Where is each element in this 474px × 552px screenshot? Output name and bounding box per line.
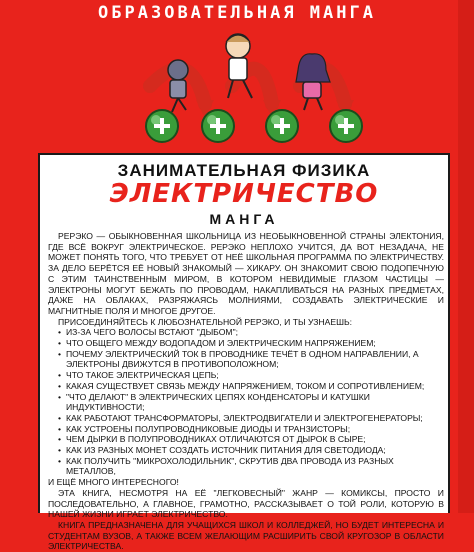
topics-list xyxy=(48,327,444,477)
cover-illustration xyxy=(0,26,474,154)
list-item: • КАКАЯ СУЩЕСТВУЕТ СВЯЗЬ МЕЖДУ НАПРЯЖЕНИЕМ, ТОКОМ И СОПРОТИВЛЕНИЕМ; xyxy=(58,381,444,392)
plus-ball-4 xyxy=(330,110,362,142)
intro-paragraph: РЕРЭКО — ОБЫКНОВЕННАЯ ШКОЛЬНИЦА ИЗ НЕОБЫКНОВЕННОЙ СТРАНЫ ЭЛЕКТОНИЯ, ГДЕ ВСЁ ВОКРУГ ЭЛЕКТРИЧЕСКОЕ. РЕРЭКО НЕПЛОХО УЧИТСЯ, ДА ВОТ НЕЗАДАЧА, НЕ МОЖЕТ ПОНЯТЬ ТОГО, ЧТО ТРЕБУЕТ ОТ НЕЁ ШКОЛЬНАЯ ПРОГРАММА ПО ЭЛЕКТРИЧЕСТВУ. ЗА ДЕЛО БЕРЁТСЯ ЕЁ НОВЫЙ ЗНАКОМЫЙ — ХИКАРУ. ОН ЗНАКОМИТ СВОЮ ПОДОПЕЧНУЮ С ЭТИМ ТАИНСТВЕННЫМ МИРОМ, В КОТОРОМ НЕВИДИМЫЕ ГЛАЗОМ ЧАСТИЦЫ — ЭЛЕКТРОНЫ МОГУТ БЕЖАТЬ ПО ПРОВОДАМ, НАКАПЛИВАТЬСЯ НА РАЗНЫХ ПРЕДМЕТАХ, ДАЖЕ НА ОБЛАКАХ, РАЗРЯЖАЯСЬ МОЛНИЯМИ, СОЗДАВАТЬ ЭЛЕКТРИЧЕСКИЕ И МАГНИТНЫЕ ПОЛЯ И МНОГОЕ ДРУГОЕ. xyxy=(48,231,444,316)
series-title: ОБРАЗОВАТЕЛЬНАЯ МАНГА xyxy=(98,3,376,23)
robot-character xyxy=(168,60,188,112)
positive-charge-balls xyxy=(146,110,362,142)
spine-edge xyxy=(458,0,474,513)
list-item: • ЧТО ОБЩЕГО МЕЖДУ ВОДОПАДОМ И ЭЛЕКТРИЧЕСКИМ НАПРЯЖЕНИЕМ; xyxy=(58,338,444,349)
list-item: • "ЧТО ДЕЛАЮТ" В ЭЛЕКТРИЧЕСКИХ ЦЕПЯХ КОНДЕНСАТОРЫ И КАТУШКИ ИНДУКТИВНОСТИ; xyxy=(58,392,444,413)
audience-paragraph: КНИГА ПРЕДНАЗНАЧЕНА ДЛЯ УЧАЩИХСЯ ШКОЛ И КОЛЛЕДЖЕЙ, НО БУДЕТ ИНТЕРЕСНА И СТУДЕНТАМ ВУЗОВ, А ТАКЖЕ ВСЕМ ЖЕЛАЮЩИМ РАСШИРИТЬ СВОЙ КРУГОЗОР В ОБЛАСТИ ЭЛЕКТРИЧЕСТВА. xyxy=(48,519,444,552)
manga-label: МАНГА xyxy=(209,211,279,227)
list-item: • ЧЕМ ДЫРКИ В ПОЛУПРОВОДНИКАХ ОТЛИЧАЮТСЯ ОТ ДЫРОК В СЫРЕ; xyxy=(58,434,444,445)
list-item: • ПОЧЕМУ ЭЛЕКТРИЧЕСКИЙ ТОК В ПРОВОДНИКЕ ТЕЧЁТ В ОДНОМ НАПРАВЛЕНИИ, А ЭЛЕКТРОНЫ ДВИЖУТСЯ В ПРОТИВОПОЛОЖНОМ; xyxy=(58,349,444,370)
genre-paragraph: ЭТА КНИГА, НЕСМОТРЯ НА ЕЁ "ЛЕГКОВЕСНЫЙ" ЖАНР — КОМИКСЫ, ПРОСТО И ПОСЛЕДОВАТЕЛЬНО, А ГЛАВНОЕ, ГРАМОТНО, РАССКАЗЫВАЕТ О ТОЙ РОЛИ, КОТОРУЮ В НАШЕЙ ЖИЗНИ ИГРАЕТ ЭЛЕКТРИЧЕСТВО. xyxy=(48,487,444,520)
book-title: ЭЛЕКТРИЧЕСТВО xyxy=(109,179,379,209)
girl-character xyxy=(296,54,330,110)
plus-ball-3 xyxy=(266,110,298,142)
plus-ball-2 xyxy=(202,110,234,142)
book-subtitle: ЗАНИМАТЕЛЬНАЯ ФИЗИКА xyxy=(117,161,371,180)
list-intro: ПРИСОЕДИНЯЙТЕСЬ К ЛЮБОЗНАТЕЛЬНОЙ РЕРЭКО, И ТЫ УЗНАЕШЬ: xyxy=(58,316,353,327)
topics-tail: И ЕЩЁ МНОГО ИНТЕРЕСНОГО! xyxy=(48,477,179,488)
list-item: • КАК ИЗ РАЗНЫХ МОНЕТ СОЗДАТЬ ИСТОЧНИК ПИТАНИЯ ДЛЯ СВЕТОДИОДА; xyxy=(58,445,444,456)
list-item: • ЧТО ТАКОЕ ЭЛЕКТРИЧЕСКАЯ ЦЕПЬ; xyxy=(58,370,444,381)
description xyxy=(48,231,444,552)
list-item: • ИЗ-ЗА ЧЕГО ВОЛОСЫ ВСТАЮТ "ДЫБОМ"; xyxy=(58,327,444,338)
list-item: • КАК РАБОТАЮТ ТРАНСФОРМАТОРЫ, ЭЛЕКТРОДВИГАТЕЛИ И ЭЛЕКТРОГЕНЕРАТОРЫ; xyxy=(58,413,444,424)
list-item: • КАК ПОЛУЧИТЬ "МИКРОХОЛОДИЛЬНИК", СКРУТИВ ДВА ПРОВОДА ИЗ РАЗНЫХ МЕТАЛЛОВ, xyxy=(58,456,444,477)
plus-ball-1 xyxy=(146,110,178,142)
list-item: • КАК УСТРОЕНЫ ПОЛУПРОВОДНИКОВЫЕ ДИОДЫ И ТРАНЗИСТОРЫ; xyxy=(58,424,444,435)
back-cover-panel xyxy=(38,153,450,552)
